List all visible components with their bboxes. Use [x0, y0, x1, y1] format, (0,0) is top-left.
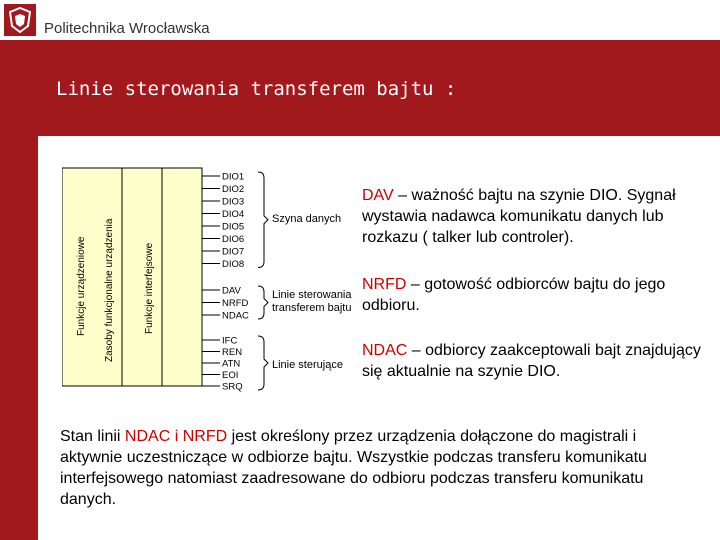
left-accent-bar — [0, 40, 38, 540]
ndac-desc: – odbiorcy zaakceptowali bajt znajdujący się aktualnie na szynie DIO. — [362, 342, 701, 380]
middle-label: Zasoby funkcjonalne urządzenia — [104, 218, 115, 362]
signal-label-dio3: DIO3 — [222, 196, 245, 208]
university-logo-icon — [4, 4, 36, 36]
outer-label: Funkcje urządzeniowe — [76, 236, 87, 336]
signal-label-dio5: DIO5 — [222, 221, 245, 233]
group-braces — [258, 172, 268, 390]
ndac-description — [362, 340, 712, 382]
summary-terms: NDAC i NRFD — [124, 428, 228, 445]
signal-label-dio8: DIO8 — [222, 259, 245, 270]
gpib-diagram — [62, 164, 362, 396]
signal-label-ren: REN — [222, 347, 243, 358]
signal-label-dio2: DIO2 — [222, 184, 245, 195]
summary-paragraph — [60, 426, 700, 510]
transfer-label-2: transferem bajtu — [272, 302, 352, 314]
signal-label-nrfd: NRFD — [222, 298, 249, 309]
title-bar — [38, 40, 720, 136]
control-label: Linie sterujące — [272, 359, 343, 371]
nrfd-term: NRFD — [362, 276, 407, 293]
ndac-term: NDAC — [362, 342, 408, 359]
nrfd-description — [362, 274, 712, 316]
summary-end: jest określony przez urządzenia dołączone do magistrali i aktywnie uczestniczące w odbiorze bajtu. Wszystkie podczas transferu komunikatu interfejsowego natomiast zaadresowane do odbioru podczas transferu komunikatu danych. — [60, 428, 647, 508]
brace-control — [258, 336, 268, 390]
inner-label: Funkcje interfejsowe — [144, 242, 155, 334]
signal-label-dio7: DIO7 — [222, 246, 245, 258]
signal-label-dav: DAV — [222, 285, 241, 297]
header — [0, 0, 720, 40]
signal-label-dio4: DIO4 — [222, 209, 245, 220]
diagram-svg — [62, 164, 362, 396]
dav-description — [362, 185, 712, 248]
signal-label-atn: ATN — [222, 358, 241, 370]
signal-label-ifc: IFC — [222, 335, 238, 347]
signal-lines — [202, 172, 249, 393]
signal-label-ndac: NDAC — [222, 310, 249, 322]
inner-box — [122, 168, 162, 386]
dav-term: DAV — [362, 187, 394, 204]
signal-label-dio1: DIO1 — [222, 171, 245, 183]
brace-data — [258, 172, 268, 268]
dav-desc: – ważność bajtu na szynie DIO. Sygnał wystawia nadawca komunikatu danych lub rozkazu ( talker lub controler). — [362, 187, 676, 246]
nrfd-desc: – gotowość odbiorców bajtu do jego odbioru. — [362, 276, 666, 314]
school-name: Politechnika Wrocławska — [44, 20, 210, 37]
transfer-label-1: Linie sterowania — [272, 289, 352, 301]
summary-start: Stan linii — [60, 428, 125, 445]
brace-transfer — [258, 286, 268, 319]
signal-label-eoi: EOI — [222, 370, 239, 381]
slide-title: Linie sterowania transferem bajtu : — [56, 78, 457, 100]
interface-box — [162, 168, 202, 386]
signal-label-srq: SRQ — [222, 381, 243, 393]
data-bus-label: Szyna danych — [272, 213, 342, 225]
signal-label-dio6: DIO6 — [222, 234, 245, 245]
